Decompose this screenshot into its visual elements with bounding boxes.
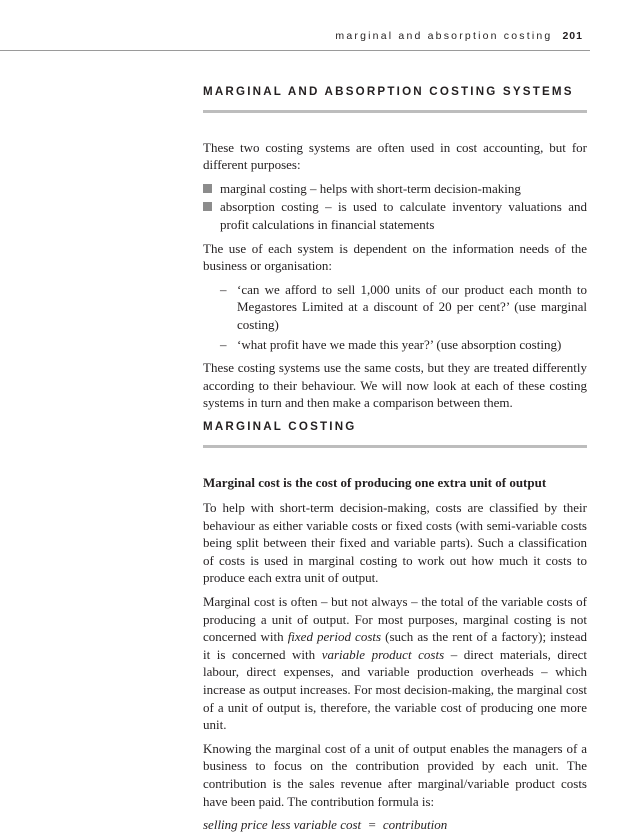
running-title: marginal and absorption costing [335, 30, 553, 42]
list-item [203, 198, 587, 233]
bullet-text: marginal costing – helps with short-term decision-making [220, 180, 521, 196]
emphasis-variable-product-costs: variable product costs [321, 646, 445, 662]
dash-bullet-icon: – [220, 336, 227, 352]
page-content [203, 83, 587, 840]
dash-bullet-icon: – [220, 281, 227, 297]
square-bullet-icon [203, 202, 212, 211]
bullet-text: absorption costing – is used to calculate inventory valuations and profit calculations in financial statements [220, 199, 587, 232]
marginal-cost-paragraph [203, 593, 587, 734]
section-heading-systems: MARGINAL AND ABSORPTION COSTING SYSTEMS [203, 83, 587, 113]
info-needs-paragraph: The use of each system is dependent on the information needs of the business or organisation: [203, 240, 587, 274]
section-body-systems [203, 139, 587, 412]
contribution-paragraph: Knowing the marginal cost of a unit of output enables the managers of a business to focus on the contribution provided by each unit. The contribution is the sales revenue after marginal/variable product costs have been paid. The contribution formula is: [203, 740, 587, 809]
definition-lead: Marginal cost is the cost of producing one extra unit of output [203, 474, 547, 490]
square-bullet-icon [203, 184, 212, 193]
list-item [220, 281, 587, 334]
dash-text: ‘what profit have we made this year?’ (use absorption costing) [237, 336, 562, 352]
bullet-list [203, 180, 587, 234]
section-body-marginal [203, 474, 587, 834]
header-rule [0, 50, 590, 51]
section-heading-marginal: MARGINAL COSTING [203, 418, 587, 448]
formula-text: selling price less variable cost = contribution [203, 817, 448, 833]
classification-paragraph: To help with short-term decision-making, costs are classified by their behaviour as either variable costs or fixed costs (with semi-variable costs being split between their fixed and variable parts). Such a classification of costs is used in marginal costing to work out how much it costs to produce each extra unit of output. [203, 500, 587, 586]
list-item [203, 180, 587, 198]
dash-text: ‘can we afford to sell 1,000 units of our product each month to Megastores Limited at a discount of 20 per cent?’ (use marginal costing) [237, 281, 587, 332]
dash-list [220, 281, 587, 353]
intro-paragraph: These two costing systems are often used in cost accounting, but for different purposes: [203, 139, 587, 173]
text-run: Marginal cost is often – but not always – the total of the variable costs of producing a unit of output. For most purposes, marginal costing is not concerned with [203, 594, 587, 645]
contribution-formula [203, 816, 587, 834]
page-number: 201 [562, 30, 583, 42]
emphasis-fixed-period-costs: fixed period costs [287, 629, 382, 645]
list-item [220, 336, 587, 354]
running-head [335, 30, 583, 42]
text-run: (such as the rent of a factory); instead it is concerned with [203, 629, 587, 662]
comparison-paragraph: These costing systems use the same costs, but they are treated differently according to their behaviour. We will now look at each of these costing systems in turn and then make a comparison between them. [203, 360, 587, 411]
text-run: – direct materials, direct labour, direct expenses, and variable production overheads – which increase as output increases. For most decision-making, the marginal cost of a unit of output is, therefore, the variable cost of producing one more unit. [203, 646, 587, 733]
